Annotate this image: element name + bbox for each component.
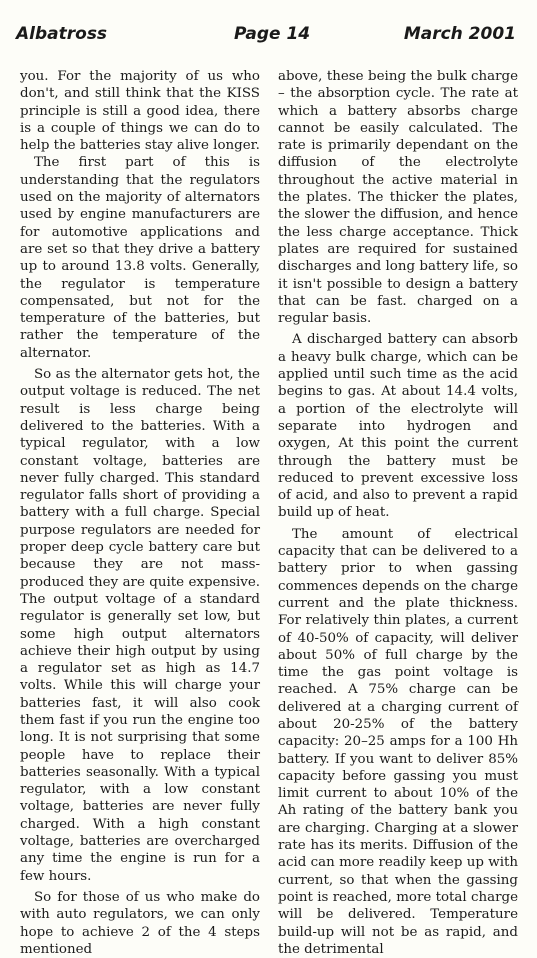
page-number: Page 14 [234,24,311,44]
right-column [278,68,518,958]
paragraph: The amount of electrical capacity that can be delivered to a battery prior to when gassing commences depends on the charge current and the plate thickness. For relatively thin plates, a current of 40-50% of capacity, will deliver about 50% of full charge by the time the gas point voltage is reached. A 75% charge can be delivered at a charging current of about 20-25% of the battery capacity: 20–25 amps for a 100 Hh battery. If you want to deliver 85% capacity before gassing you must limit current to about 10% of the Ah rating of the battery bank you are charging. Charging at a slower rate has its merits. Diffusion of the acid can more readily keep up with current, so that when the gassing point is reached, more total charge will be delivered. Temperature build-up will not be as rapid, and the detrimental [278,526,518,957]
paragraph: So for those of us who make do with auto regulators, we can only hope to achieve 2 of the 4 steps mentioned [20,889,260,957]
paragraph: you. For the majority of us who don't, and still think that the KISS principle is still a good idea, there is a couple of things we can do to help the batteries stay alive longer. [20,69,260,154]
left-column [20,68,260,958]
paragraph: A discharged battery can absorb a heavy bulk charge, which can be applied until such time as the acid begins to gas. At about 14.4 volts, a portion of the electrolyte will separate into hydrogen and oxygen, At this point the current through the battery must be reduced to prevent excessive loss of acid, and also to prevent a rapid build up of heat. [278,332,518,521]
paragraph: above, these being the bulk charge – the absorption cycle. The rate at which a battery absorbs charge cannot be easily calculated. The rate is primarily dependant on the diffusion of the electrolyte throughout the active material in the plates. The thicker the plates, the slower the diffusion, and hence the less charge acceptance. Thick plates are required for sustained discharges and long battery life, so it isn't possible to design a battery that can be fast. charged on a regular basis. [278,69,518,327]
page-header [16,24,516,46]
paragraph: So as the alternator gets hot, the output voltage is reduced. The net result is less charge being delivered to the batteries. With a typical regulator, with a low constant voltage, batteries are never fully charged. This standard regulator falls short of providing a battery with a full charge. Special purpose regulators are needed for proper deep cycle battery care but because they are not mass-produced they are quite expensive. The output voltage of a standard regulator is generally set low, but some high output alternators achieve their high output by using a regulator set as high as 14.7 volts. While this will charge your batteries fast, it will also cook them fast if you run the engine too long. It is not surprising that some people have to replace their batteries seasonally. With a typical regulator, with a low constant voltage, batteries are never fully charged. With a high constant voltage, batteries are overcharged any time the engine is run for a few hours. [20,367,260,884]
publication-title: Albatross [16,24,108,44]
paragraph: The first part of this is understanding that the regulators used on the majority of alternators used by engine manufacturers are for automotive applications and are set so that they drive a battery up to around 13.8 volts. Generally, the regulator is temperature compensated, but not for the temperature of the batteries, but rather the temperature of the alternator. [20,155,260,361]
issue-date: March 2001 [403,24,516,44]
